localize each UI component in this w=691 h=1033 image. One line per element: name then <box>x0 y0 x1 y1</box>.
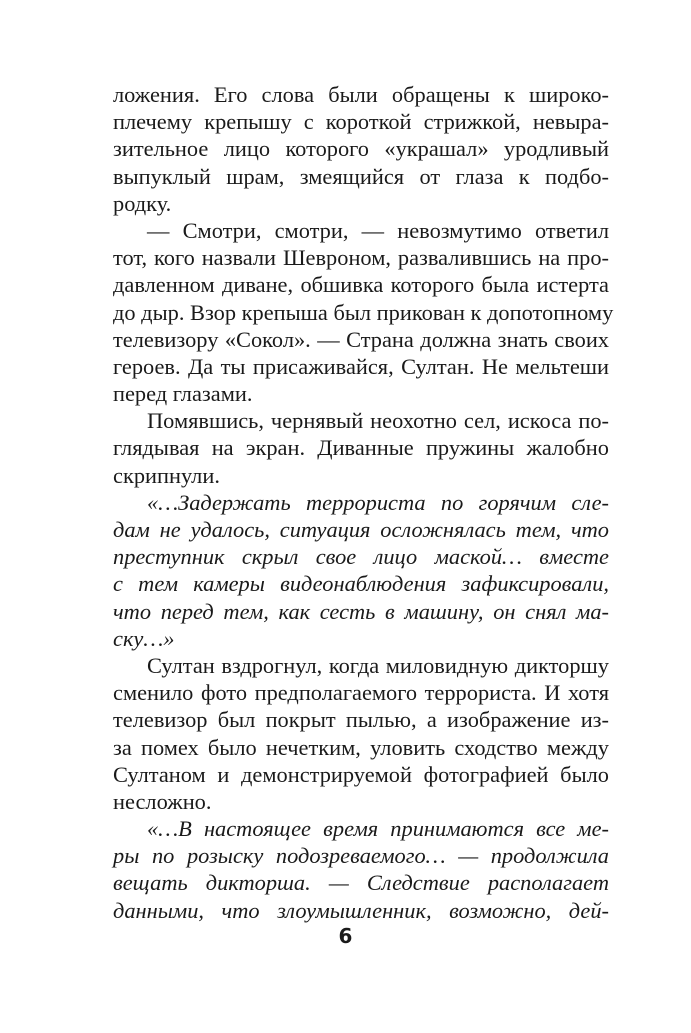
text-line: ску…» <box>113 625 175 651</box>
text-line: вещать дикторша. — Следствие располагает <box>113 870 609 896</box>
text-line: ложения. Его слова были обращены к широко- <box>113 82 609 107</box>
text-line: глядывая на экран. Диванные пружины жалобно <box>113 435 609 461</box>
text-line: Султан вздрогнул, когда миловидную дикторшу <box>147 652 609 678</box>
text-line: Помявшись, чернявый неохотно сел, искоса по- <box>147 408 609 434</box>
text-line: выпуклый шрам, змеящийся от глаза к подбо- <box>113 163 609 189</box>
text-line: скрипнули. <box>113 462 220 488</box>
text-line: до дыр. Взор крепыша был прикован к допотопному <box>113 299 614 325</box>
text-line: зительное лицо которого «украшал» уродливый <box>113 136 609 162</box>
text-line: телевизору «Сокол». — Страна должна знать своих <box>113 326 609 352</box>
text-line: «…В настоящее время принимаются все ме- <box>147 816 609 842</box>
page-number: 6 <box>338 924 353 948</box>
body-text <box>113 81 614 924</box>
text-line: перед глазами. <box>113 381 253 407</box>
text-line: дам не удалось, ситуация осложнялась тем, что <box>113 517 609 542</box>
text-line: ры по розыску подозреваемого… — продолжила <box>113 843 609 869</box>
text-line: сменило фото предполагаемого террориста. И хотя <box>113 680 609 706</box>
text-line: преступник скрыл свое лицо маской… вместе <box>113 544 609 570</box>
text-line: плечему крепышу с короткой стрижкой, невыра- <box>113 109 609 135</box>
text-line: «…Задержать террориста по горячим сле- <box>147 489 609 515</box>
text-line: телевизор был покрыт пылью, а изображение из- <box>113 707 609 733</box>
text-line: давленном диване, обшивка которого была истерта <box>113 272 609 298</box>
text-line: с тем камеры видеонаблюдения зафиксировали, <box>113 571 609 597</box>
text-line: тот, кого назвали Шевроном, развалившись на про- <box>113 245 609 271</box>
text-line: несложно. <box>113 788 212 814</box>
text-line: родку. <box>113 190 172 216</box>
text-line: Султаном и демонстрируемой фотографией было <box>113 761 609 787</box>
text-line: героев. Да ты присаживайся, Султан. Не мельтеши <box>113 353 609 379</box>
text-line: за помех было нечетким, уловить сходство между <box>113 734 609 760</box>
text-line: — Смотри, смотри, — невозмутимо ответил <box>147 217 609 243</box>
text-line: что перед тем, как сесть в машину, он снял ма- <box>113 598 609 624</box>
text-line: данными, что злоумышленник, возможно, дей- <box>113 897 609 923</box>
